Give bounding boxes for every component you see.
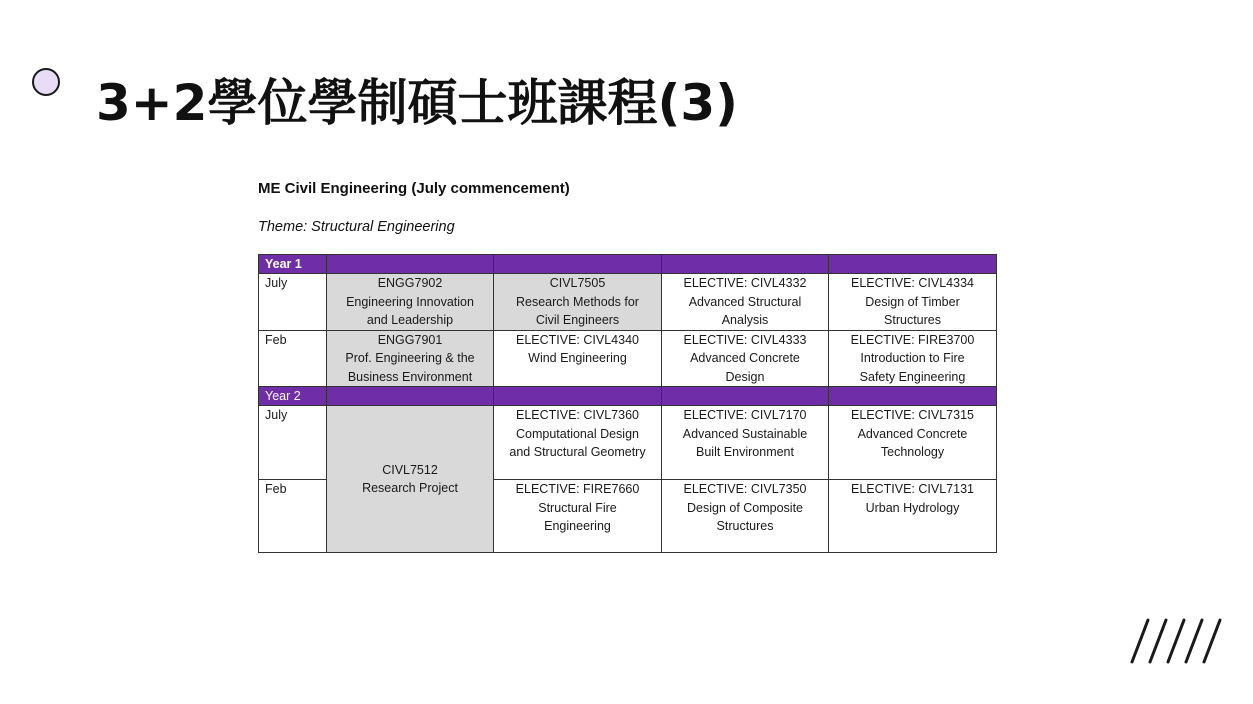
course-code: ELECTIVE: CIVL4333 [683, 332, 807, 347]
course-title-line: Wind Engineering [528, 351, 627, 365]
year-1-feb-row [259, 330, 997, 387]
course-code: ELECTIVE: CIVL7170 [683, 408, 807, 422]
term-label: July [259, 274, 327, 331]
course-title-line: Structures [716, 519, 774, 533]
course-title-line: Prof. Engineering & the [345, 351, 475, 365]
course-title-line: Structural Fire [538, 500, 617, 515]
course-title-line: Civil Engineers [535, 313, 620, 327]
course-code: ENGG7901 [377, 332, 443, 347]
course-title-line: Computational Design [516, 426, 639, 441]
course-cell [662, 274, 829, 331]
course-cell [494, 330, 662, 387]
course-code: ELECTIVE: FIRE7660 [515, 482, 640, 496]
slide-title: 3+2學位學制碩士班課程(3) [96, 74, 738, 132]
course-cell [829, 406, 997, 480]
course-title-line: Advanced Structural [688, 294, 802, 309]
year-2-label: Year 2 [259, 387, 327, 406]
course-code: ELECTIVE: CIVL4340 [516, 332, 639, 347]
course-code: ELECTIVE: CIVL7360 [516, 408, 639, 422]
year-1-header-row [259, 255, 997, 274]
diagonal-slashes-icon [1130, 617, 1226, 665]
course-cell [494, 480, 662, 553]
course-title-line: Introduction to Fire [860, 351, 965, 365]
course-cell [662, 480, 829, 553]
course-title-line: and Structural Geometry [509, 445, 646, 459]
course-code: ENGG7902 [377, 276, 443, 290]
course-title-line: Design [725, 369, 765, 384]
year-2-july-row [259, 406, 997, 480]
course-title-line: Engineering [544, 519, 611, 533]
course-cell [494, 406, 662, 480]
document-theme: Theme: Structural Engineering [258, 219, 455, 235]
circle-bullet-icon [32, 68, 60, 96]
course-title-line: Structures [884, 313, 941, 327]
course-code: CIVL7512 [382, 462, 438, 477]
year-1-label: Year 1 [259, 255, 327, 274]
research-project-cell [327, 406, 494, 553]
course-title-line: Research Methods for [516, 294, 639, 309]
term-label: Feb [259, 330, 327, 387]
course-title-line: Built Environment [696, 445, 794, 459]
course-title-line: Advanced Sustainable [682, 426, 808, 441]
document-heading: ME Civil Engineering (July commencement) [258, 180, 570, 197]
course-code: ELECTIVE: CIVL7350 [683, 482, 807, 496]
course-cell [829, 480, 997, 553]
course-cell [327, 330, 494, 387]
course-title-line: Analysis [721, 313, 769, 327]
course-title-line: Advanced Concrete [690, 351, 800, 365]
year-2-header-row [259, 387, 997, 406]
term-label: July [259, 406, 327, 480]
course-code: ELECTIVE: CIVL4332 [683, 276, 807, 290]
course-title-line: Urban Hydrology [865, 500, 960, 515]
course-title-line: Business Environment [347, 369, 473, 384]
year-1-july-row [259, 274, 997, 331]
term-label: Feb [259, 480, 327, 553]
course-title-line: Advanced Concrete [857, 426, 968, 441]
course-title-line: Engineering Innovation [346, 294, 474, 309]
course-cell [494, 274, 662, 331]
course-title-line: Design of Composite [686, 500, 804, 515]
course-title-line: Design of Timber [865, 294, 960, 309]
course-code: CIVL7505 [549, 276, 606, 290]
course-code: ELECTIVE: CIVL7131 [851, 482, 974, 496]
course-title-line: Safety Engineering [859, 369, 966, 384]
course-title-line: Research Project [362, 481, 458, 495]
course-title-line: Technology [880, 445, 945, 459]
course-code: ELECTIVE: CIVL7315 [851, 408, 974, 422]
course-code: ELECTIVE: FIRE3700 [850, 332, 975, 347]
course-cell [829, 330, 997, 387]
course-cell [662, 330, 829, 387]
course-cell [829, 274, 997, 331]
curriculum-table [258, 254, 997, 553]
course-title-line: and Leadership [366, 313, 454, 327]
course-code: ELECTIVE: CIVL4334 [851, 276, 974, 290]
course-cell [327, 274, 494, 331]
course-cell [662, 406, 829, 480]
